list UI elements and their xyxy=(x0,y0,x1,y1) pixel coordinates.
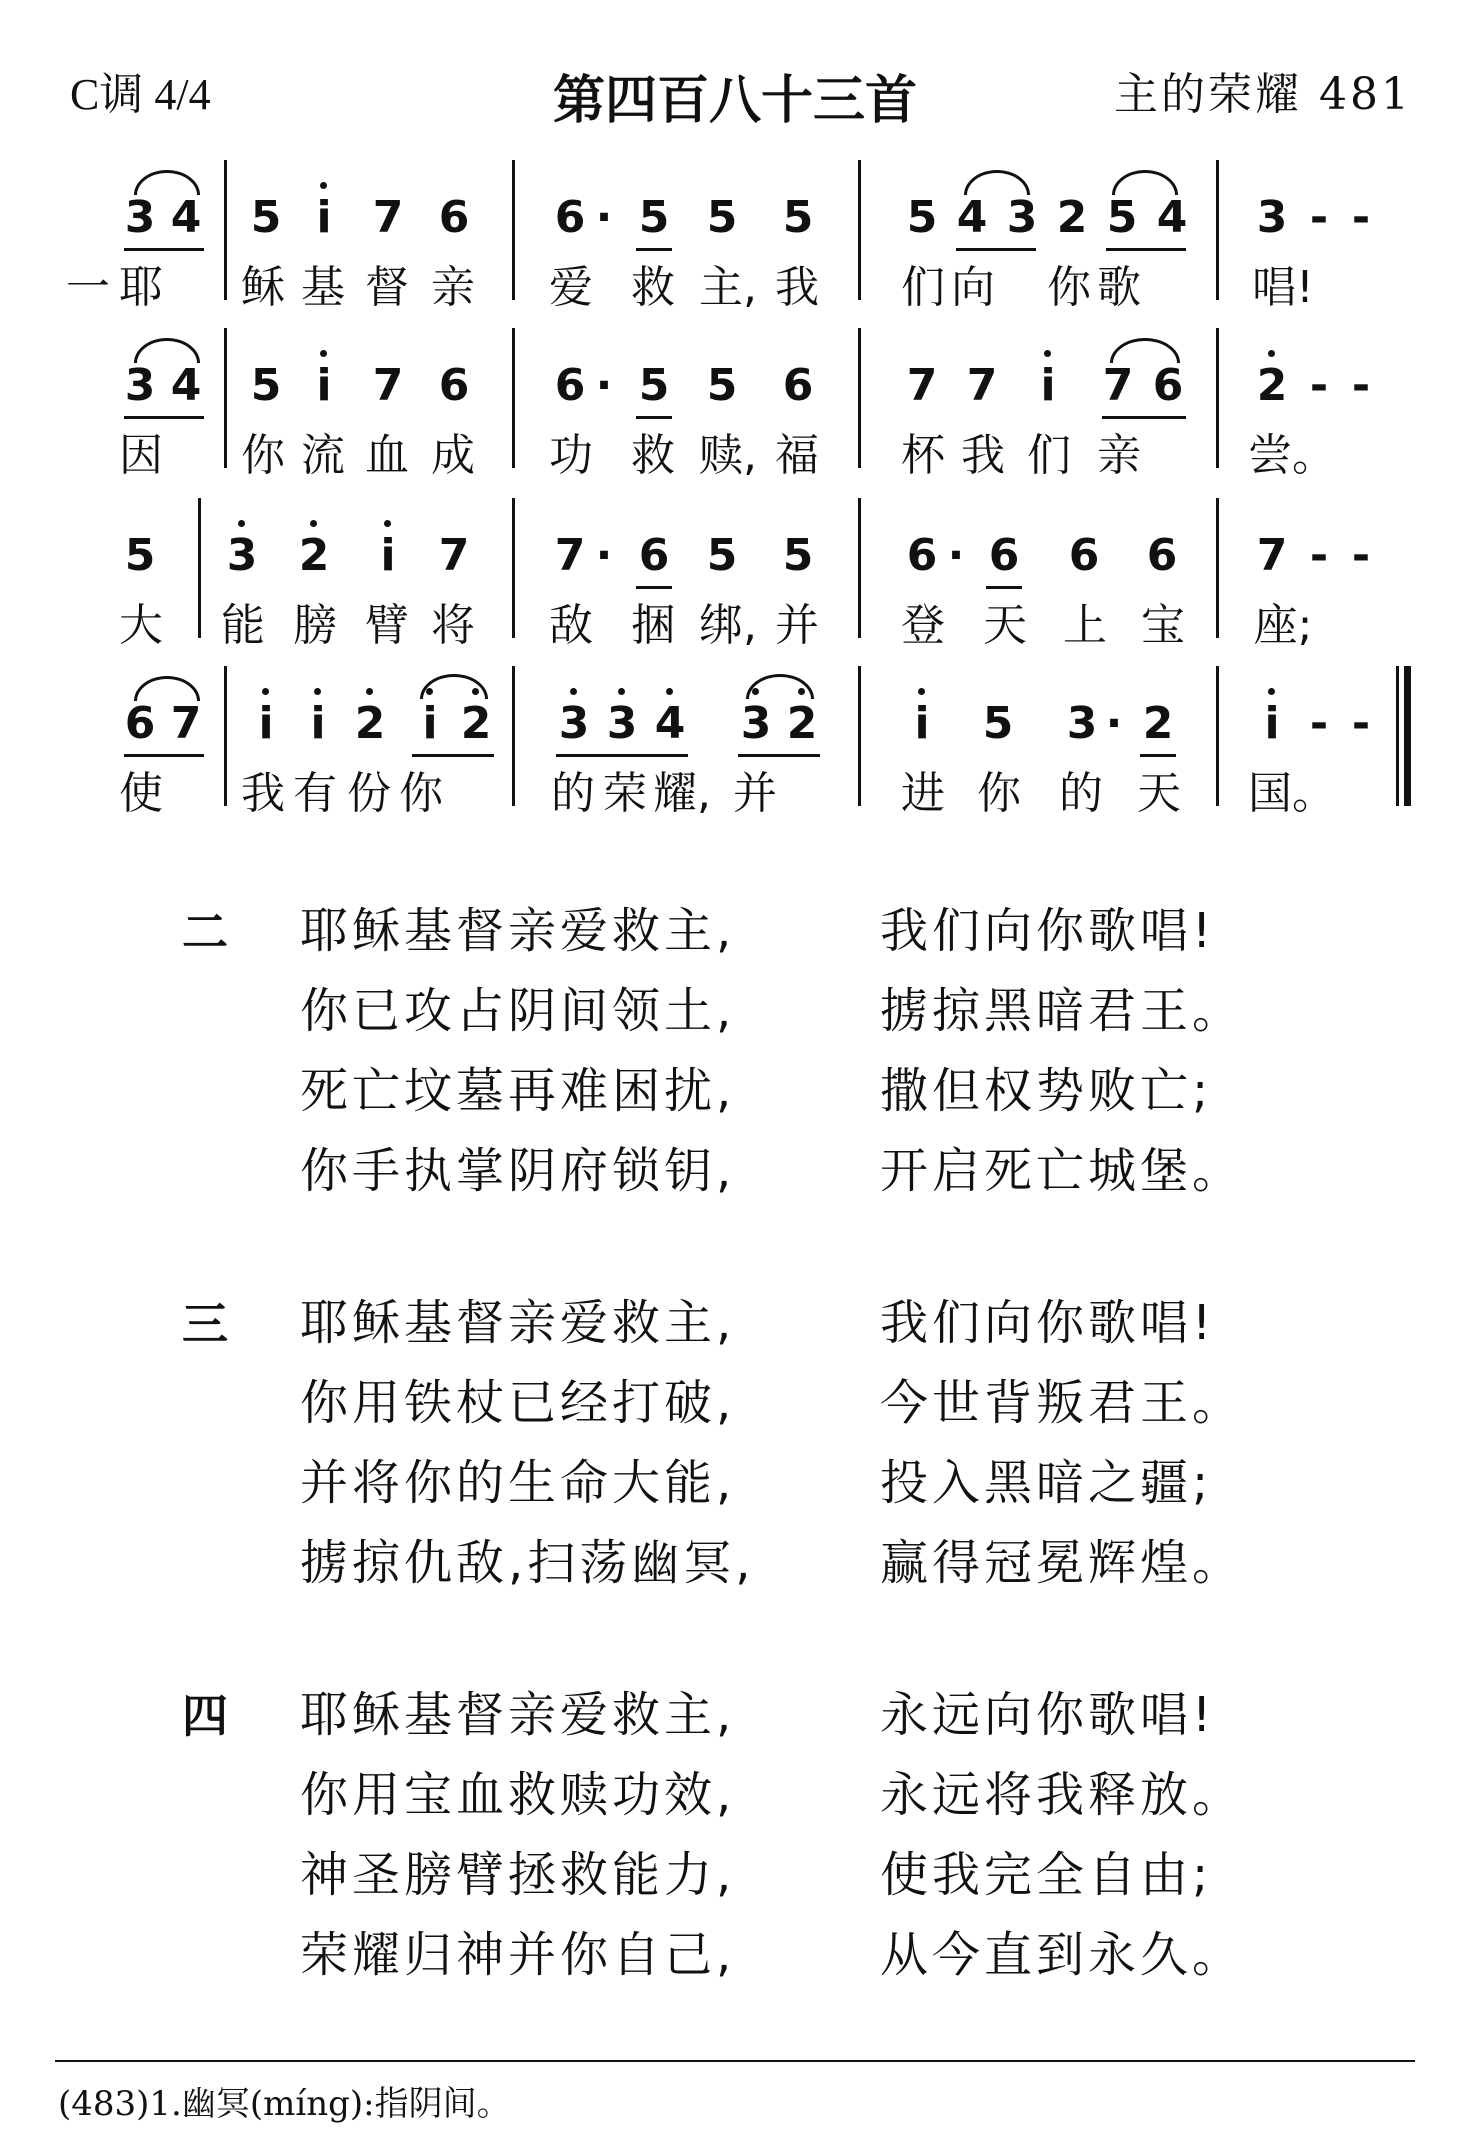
beam-underline xyxy=(124,416,204,419)
note: 3 xyxy=(124,360,156,411)
verse-line-left: 并将你的生命大能, xyxy=(300,1455,736,1511)
lyric-syllable: 们 xyxy=(1027,430,1071,481)
note: 4 xyxy=(1156,192,1188,243)
high-octave-dot xyxy=(320,182,327,189)
verse-line-left: 荣耀归神并你自己, xyxy=(300,1927,736,1983)
score-system-4 xyxy=(0,696,1470,866)
note: 6 xyxy=(1068,530,1100,581)
lyric-syllable: 赎, xyxy=(699,430,757,481)
final-barline-thin xyxy=(1396,666,1399,806)
note: 5 xyxy=(638,360,670,411)
note: i xyxy=(422,698,438,749)
note: 6 xyxy=(988,530,1020,581)
beam-underline xyxy=(1140,754,1176,757)
lyric-syllable: 敌 xyxy=(549,600,593,651)
lyric-syllable: 爱 xyxy=(549,262,593,313)
note: 3 xyxy=(558,698,590,749)
note: 6 xyxy=(438,192,470,243)
verse-line-right: 永远向你歌唱! xyxy=(880,1687,1216,1743)
note: 5 xyxy=(250,192,282,243)
lyric-syllable: 功 xyxy=(549,430,593,481)
beam-underline xyxy=(1106,248,1186,251)
high-octave-dot xyxy=(366,688,373,695)
verse-line-left: 你已攻占阴间领土, xyxy=(300,983,736,1039)
high-octave-dot xyxy=(1268,350,1275,357)
lyric-syllable: 你 xyxy=(399,768,443,819)
note: 7 xyxy=(554,530,586,581)
footnote: (483)1.幽冥(míng):指阴间。 xyxy=(58,2084,511,2124)
lyric-syllable: 我 xyxy=(775,262,819,313)
lyric-syllable: 督 xyxy=(365,262,409,313)
footnote-divider xyxy=(55,2060,1415,2062)
note: 6 xyxy=(1146,530,1178,581)
beam-underline xyxy=(738,754,820,757)
lyric-syllable: 上 xyxy=(1063,600,1107,651)
barline xyxy=(858,498,861,638)
note: 6 xyxy=(782,360,814,411)
barline xyxy=(224,666,227,806)
high-octave-dot xyxy=(320,350,327,357)
note: 5 xyxy=(906,192,938,243)
note: 3 xyxy=(124,192,156,243)
lyric-syllable: 登 xyxy=(901,600,945,651)
note: 6 xyxy=(1152,360,1184,411)
verse-marker: 一 xyxy=(66,262,110,313)
lyric-syllable: 向 xyxy=(951,262,995,313)
note: 7 xyxy=(170,698,202,749)
lyric-syllable: 唱! xyxy=(1252,262,1314,313)
lyric-syllable: 天 xyxy=(1137,768,1181,819)
note: 5 xyxy=(982,698,1014,749)
lyric-syllable: 我 xyxy=(241,768,285,819)
high-octave-dot xyxy=(1044,350,1051,357)
note: i xyxy=(316,360,332,411)
note: 5 xyxy=(706,360,738,411)
note: i xyxy=(914,698,930,749)
beam-underline xyxy=(124,754,204,757)
verse-line-right: 从今直到永久。 xyxy=(880,1927,1245,1983)
high-octave-dot xyxy=(570,688,577,695)
note: 3 xyxy=(1006,192,1038,243)
barline xyxy=(224,160,227,300)
high-octave-dot xyxy=(1268,688,1275,695)
beam-underline xyxy=(1102,416,1186,419)
lyric-syllable: 流 xyxy=(301,430,345,481)
score-system-2 xyxy=(0,358,1470,528)
lyric-syllable: 并 xyxy=(775,600,819,651)
high-octave-dot xyxy=(918,688,925,695)
lyric-syllable: 成 xyxy=(431,430,475,481)
barline xyxy=(512,498,515,638)
note: 3 xyxy=(740,698,772,749)
dotted-note-dot: · xyxy=(595,530,613,581)
note: 7 xyxy=(438,530,470,581)
dotted-note-dot: · xyxy=(595,360,613,411)
dash: - xyxy=(1351,360,1371,411)
lyric-syllable: 救 xyxy=(631,262,675,313)
lyric-syllable: 血 xyxy=(365,430,409,481)
verse-line-right: 使我完全自由; xyxy=(880,1847,1213,1903)
note: 7 xyxy=(372,360,404,411)
note: 2 xyxy=(298,530,330,581)
lyric-syllable: 福 xyxy=(775,430,819,481)
note: 3 xyxy=(1256,192,1288,243)
verse-line-left: 耶稣基督亲爱救主, xyxy=(300,903,736,959)
lyric-syllable: 尝。 xyxy=(1248,430,1336,481)
note: i xyxy=(1264,698,1280,749)
beam-underline xyxy=(956,248,1036,251)
beam-underline xyxy=(636,586,672,589)
note: 5 xyxy=(1106,192,1138,243)
dotted-note-dot: · xyxy=(947,530,965,581)
lyric-syllable: 国。 xyxy=(1248,768,1336,819)
barline xyxy=(224,328,227,468)
note: 4 xyxy=(170,360,202,411)
note: 4 xyxy=(956,192,988,243)
note: i xyxy=(380,530,396,581)
note: 6 xyxy=(906,530,938,581)
lyric-syllable: 荣 xyxy=(603,768,647,819)
note: 2 xyxy=(1056,192,1088,243)
note: 3 xyxy=(606,698,638,749)
lyric-syllable: 救 xyxy=(631,430,675,481)
dash: - xyxy=(1351,530,1371,581)
hymn-title: 第四百八十三首 xyxy=(552,71,917,131)
verse-line-right: 掳掠黑暗君王。 xyxy=(880,983,1245,1039)
note: 3 xyxy=(226,530,258,581)
note: 7 xyxy=(1102,360,1134,411)
verse-line-right: 今世背叛君王。 xyxy=(880,1375,1245,1431)
lyric-syllable: 绑, xyxy=(699,600,757,651)
lyric-syllable: 耀, xyxy=(653,768,711,819)
note: 2 xyxy=(460,698,492,749)
note: 7 xyxy=(966,360,998,411)
note: 5 xyxy=(124,530,156,581)
high-octave-dot xyxy=(238,520,245,527)
note: 6 xyxy=(124,698,156,749)
beam-underline xyxy=(124,248,204,251)
collection-label: 主的荣耀 481 xyxy=(1114,69,1412,120)
note: i xyxy=(1040,360,1056,411)
lyric-syllable: 使 xyxy=(119,768,163,819)
verse-line-left: 神圣膀臂拯救能力, xyxy=(300,1847,736,1903)
barline xyxy=(1216,666,1219,806)
note: 3 xyxy=(1066,698,1098,749)
lyric-syllable: 有 xyxy=(293,768,337,819)
lyric-syllable: 份 xyxy=(347,768,391,819)
note: 5 xyxy=(706,192,738,243)
lyric-syllable: 将 xyxy=(431,600,475,651)
dash: - xyxy=(1309,192,1329,243)
lyric-syllable: 座; xyxy=(1253,600,1313,651)
high-octave-dot xyxy=(666,688,673,695)
barline xyxy=(858,328,861,468)
lyric-syllable: 基 xyxy=(301,262,345,313)
dash: - xyxy=(1351,192,1371,243)
verse-line-right: 赢得冠冕辉煌。 xyxy=(880,1535,1245,1591)
verse-line-right: 我们向你歌唱! xyxy=(880,1295,1216,1351)
lyric-syllable: 亲 xyxy=(431,262,475,313)
note: 7 xyxy=(906,360,938,411)
verse-number: 三 xyxy=(182,1297,228,1351)
lyric-syllable: 能 xyxy=(221,600,265,651)
note: 7 xyxy=(1256,530,1288,581)
slur xyxy=(964,170,1030,195)
score-system-1 xyxy=(0,190,1470,360)
dash: - xyxy=(1351,698,1371,749)
note: 6 xyxy=(638,530,670,581)
lyric-syllable: 主, xyxy=(699,262,757,313)
lyric-syllable: 们 xyxy=(901,262,945,313)
dash: - xyxy=(1309,698,1329,749)
barline xyxy=(858,160,861,300)
verse-line-right: 我们向你歌唱! xyxy=(880,903,1216,959)
barline xyxy=(1216,328,1219,468)
high-octave-dot xyxy=(262,688,269,695)
verse-number: 四 xyxy=(182,1689,228,1743)
note: 6 xyxy=(554,192,586,243)
lyric-syllable: 天 xyxy=(983,600,1027,651)
note: 5 xyxy=(706,530,738,581)
lyric-syllable: 宝 xyxy=(1141,600,1185,651)
slur xyxy=(134,170,200,195)
lyric-syllable: 的 xyxy=(551,768,595,819)
note: 5 xyxy=(782,530,814,581)
barline xyxy=(1216,160,1219,300)
lyric-syllable: 大 xyxy=(119,600,163,651)
lyric-syllable: 稣 xyxy=(241,262,285,313)
verse-line-left: 你手执掌阴府锁钥, xyxy=(300,1143,736,1199)
lyric-syllable: 的 xyxy=(1059,768,1103,819)
lyric-syllable: 因 xyxy=(119,430,163,481)
verse-number: 二 xyxy=(182,905,228,959)
lyric-syllable: 亲 xyxy=(1097,430,1141,481)
lyric-syllable: 并 xyxy=(733,768,777,819)
note: 4 xyxy=(170,192,202,243)
high-octave-dot xyxy=(384,520,391,527)
beam-underline xyxy=(636,416,672,419)
high-octave-dot xyxy=(310,520,317,527)
lyric-syllable: 你 xyxy=(1047,262,1091,313)
verse-line-left: 死亡坟墓再难困扰, xyxy=(300,1063,736,1119)
note: 7 xyxy=(372,192,404,243)
high-octave-dot xyxy=(618,688,625,695)
beam-underline xyxy=(412,754,494,757)
high-octave-dot xyxy=(314,688,321,695)
note: 5 xyxy=(782,192,814,243)
note: 4 xyxy=(654,698,686,749)
lyric-syllable: 你 xyxy=(977,768,1021,819)
beam-underline xyxy=(556,754,688,757)
note: i xyxy=(310,698,326,749)
lyric-syllable: 臂 xyxy=(365,600,409,651)
verse-line-right: 投入黑暗之疆; xyxy=(880,1455,1213,1511)
barline xyxy=(512,666,515,806)
note: 5 xyxy=(250,360,282,411)
verse-line-left: 你用宝血救赎功效, xyxy=(300,1767,736,1823)
barline xyxy=(512,160,515,300)
barline xyxy=(512,328,515,468)
barline xyxy=(1216,498,1219,638)
verse-line-left: 耶稣基督亲爱救主, xyxy=(300,1295,736,1351)
lyric-syllable: 进 xyxy=(901,768,945,819)
lyric-syllable: 你 xyxy=(241,430,285,481)
barline xyxy=(858,666,861,806)
note: 6 xyxy=(438,360,470,411)
note: 6 xyxy=(554,360,586,411)
note: i xyxy=(316,192,332,243)
verse-line-left: 掳掠仇敌,扫荡幽冥, xyxy=(300,1535,755,1591)
note: 5 xyxy=(638,192,670,243)
note: 2 xyxy=(1142,698,1174,749)
dash: - xyxy=(1309,530,1329,581)
verse-line-right: 开启死亡城堡。 xyxy=(880,1143,1245,1199)
note: 2 xyxy=(786,698,818,749)
key-time-signature: C调 4/4 xyxy=(70,70,211,119)
dotted-note-dot: · xyxy=(1105,698,1123,749)
dash: - xyxy=(1309,360,1329,411)
lyric-syllable: 膀 xyxy=(293,600,337,651)
lyric-syllable: 我 xyxy=(961,430,1005,481)
beam-underline xyxy=(636,248,672,251)
verse-line-left: 耶稣基督亲爱救主, xyxy=(300,1687,736,1743)
note: 2 xyxy=(354,698,386,749)
dotted-note-dot: · xyxy=(595,192,613,243)
lyric-syllable: 歌 xyxy=(1097,262,1141,313)
slur xyxy=(1112,170,1178,195)
lyric-syllable: 杯 xyxy=(901,430,945,481)
note: 2 xyxy=(1256,360,1288,411)
lyric-syllable: 耶 xyxy=(119,262,163,313)
note: i xyxy=(258,698,274,749)
score-system-3 xyxy=(0,528,1470,698)
verse-line-left: 你用铁杖已经打破, xyxy=(300,1375,736,1431)
beam-underline xyxy=(986,586,1022,589)
lyric-syllable: 捆 xyxy=(631,600,675,651)
final-barline-thick xyxy=(1404,666,1411,806)
barline xyxy=(198,498,201,638)
verse-line-right: 撒但权势败亡; xyxy=(880,1063,1213,1119)
verse-line-right: 永远将我释放。 xyxy=(880,1767,1245,1823)
